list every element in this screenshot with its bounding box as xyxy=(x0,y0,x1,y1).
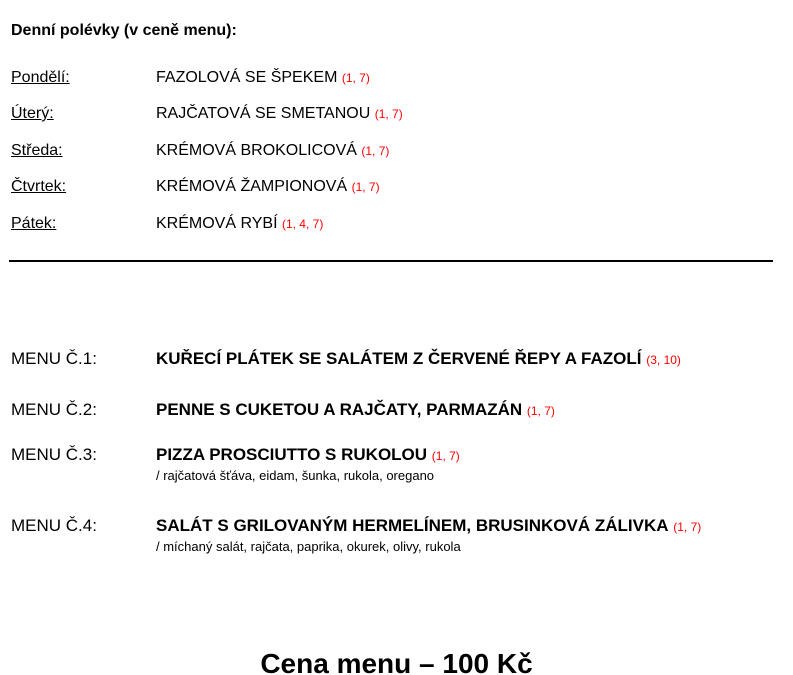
menu-allergens: (1, 7) xyxy=(431,449,460,463)
menu-name: PENNE S CUKETOU A RAJČATY, PARMAZÁN xyxy=(156,400,523,419)
menu-label: MENU Č.2: xyxy=(11,400,97,419)
soup-name-wrap xyxy=(156,178,380,196)
soup-name: RAJČATOVÁ SE SMETANOU xyxy=(156,105,371,122)
menu-body xyxy=(156,516,701,554)
soup-name-wrap xyxy=(156,215,323,233)
soup-allergens: (1, 4, 7) xyxy=(281,217,324,231)
soup-name-wrap xyxy=(156,69,370,87)
menu-name: SALÁT S GRILOVANÝM HERMELÍNEM, BRUSINKOVÁ ZÁLIVKA xyxy=(156,516,669,535)
soup-allergens: (1, 7) xyxy=(351,180,380,194)
menu-price: Cena menu – 100 Kč xyxy=(260,648,533,675)
soup-name: KRÉMOVÁ RYBÍ xyxy=(156,215,278,232)
soup-day: Pátek: xyxy=(11,215,57,232)
menu-label: MENU Č.4: xyxy=(11,516,97,535)
soup-name: KRÉMOVÁ ŽAMPIONOVÁ xyxy=(156,178,348,195)
soup-name: KRÉMOVÁ BROKOLICOVÁ xyxy=(156,142,357,159)
soup-name-wrap xyxy=(156,105,403,123)
menu-allergens: (3, 10) xyxy=(646,353,681,367)
soup-name: FAZOLOVÁ SE ŠPEKEM xyxy=(156,69,338,86)
menu-allergens: (1, 7) xyxy=(526,404,555,418)
soup-day: Středa: xyxy=(11,142,63,159)
soup-day: Čtvrtek: xyxy=(11,178,67,195)
menu-description: / míchaný salát, rajčata, paprika, okurek, olivy, rukola xyxy=(156,539,461,554)
menu-description: / rajčatová šťáva, eidam, šunka, rukola, oregano xyxy=(156,468,435,483)
soup-day: Pondělí: xyxy=(11,69,70,86)
menu-body xyxy=(156,400,555,420)
soup-allergens: (1, 7) xyxy=(341,71,370,85)
menu-label: MENU Č.1: xyxy=(11,349,97,368)
menu-name: PIZZA PROSCIUTTO S RUKOLOU xyxy=(156,445,428,464)
soup-day: Úterý: xyxy=(11,105,54,122)
soups-title: Denní polévky (v ceně menu): xyxy=(11,22,237,39)
menu-name: KUŘECÍ PLÁTEK SE SALÁTEM Z ČERVENÉ ŘEPY A FAZOLÍ xyxy=(156,349,642,368)
menu-body xyxy=(156,349,681,369)
menu-allergens: (1, 7) xyxy=(673,520,702,534)
soup-name-wrap xyxy=(156,142,389,160)
soup-allergens: (1, 7) xyxy=(361,144,390,158)
section-divider xyxy=(9,260,773,262)
menu-label: MENU Č.3: xyxy=(11,445,97,464)
menu-body xyxy=(156,445,460,483)
soup-allergens: (1, 7) xyxy=(374,107,403,121)
